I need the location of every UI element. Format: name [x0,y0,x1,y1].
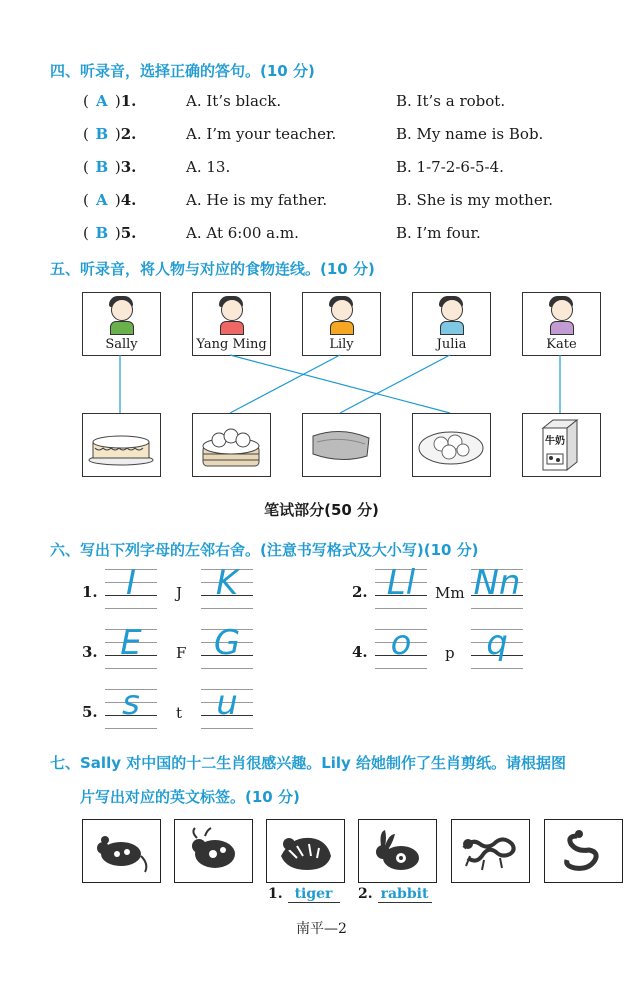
option-b-4: B. She is my mother. [396,191,553,209]
ox-icon [183,826,243,876]
label-answer-1 [268,886,340,903]
question-1: ( A )1. [83,92,137,110]
writing-box-right[interactable] [201,683,253,729]
writing-box-right[interactable] [471,563,523,609]
option-a-3: A. 13. [186,158,231,176]
question-4: ( A )4. [83,191,137,209]
written-part-heading: 笔试部分(50 分) [264,501,379,519]
section7-title: 七、Sally 对中国的十二生肖很感兴趣。Lily 给她制作了生肖剪纸。请根据图 [50,754,567,772]
item-number: 3. [82,643,98,661]
option-b-3: B. 1-7-2-6-5-4. [396,158,504,176]
zodiac-card-dragon [451,819,530,883]
option-a-2: A. I’m your teacher. [186,125,337,143]
zodiac-card-snake [544,819,623,883]
answer-5[interactable]: B [95,224,109,242]
given-letter: t [176,704,183,722]
answer-letter: E [120,623,142,663]
section5-title: 五、听录音，将人物与对应的食物连线。(10 分) [50,260,375,278]
label-number: 1. [268,886,283,902]
option-b-1: B. It’s a robot. [396,92,506,110]
section6-title: 六、写出下列字母的左邻右舍。(注意书写格式及大小写)(10 分) [50,541,479,559]
meat-icon [303,414,380,476]
person-name: Sally [105,337,138,352]
zodiac-card-ox [174,819,253,883]
question-3: ( B )3. [83,158,137,176]
label-answer-field[interactable]: rabbit [378,886,432,903]
option-a-5: A. At 6:00 a.m. [186,224,299,242]
given-letter: p [445,644,455,662]
question-number: 5. [120,224,137,242]
person-name: Yang Ming [196,337,267,352]
option-a-1: A. It’s black. [186,92,282,110]
question-number: 4. [120,191,137,209]
food-card-rice-balls[interactable] [412,413,491,477]
food-card-milk[interactable] [522,413,601,477]
answer-1[interactable]: A [96,92,108,110]
writing-box-left[interactable] [375,563,427,609]
rice-balls-icon [413,414,490,476]
zodiac-card-rat [82,819,161,883]
answer-letter: Nn [473,563,521,603]
given-letter: J [176,584,183,602]
writing-box-left[interactable] [105,563,157,609]
tiger-icon [275,826,335,876]
match-line-lily-dumplings [230,355,340,413]
option-b-5: B. I’m four. [396,224,481,242]
writing-box-left[interactable] [375,623,427,669]
dumplings-icon [193,414,270,476]
food-card-meat[interactable] [302,413,381,477]
option-a-4: A. He is my father. [186,191,328,209]
answer-letter: Ll [386,563,416,603]
answer-letter: K [215,563,239,603]
person-name: Lily [329,337,354,352]
question-number: 2. [120,125,137,143]
item-number: 1. [82,583,98,601]
answer-2[interactable]: B [95,125,109,143]
option-b-2: B. My name is Bob. [396,125,544,143]
answer-letter: o [390,623,412,663]
snake-icon [553,826,613,876]
item-number: 5. [82,703,98,721]
section4-title: 四、听录音，选择正确的答句。(10 分) [50,62,315,80]
question-number: 1. [120,92,137,110]
match-line-julia-meat [340,355,450,413]
writing-box-right[interactable] [471,623,523,669]
question-number: 3. [120,158,137,176]
label-answer-2 [358,886,432,903]
food-card-dumplings[interactable] [192,413,271,477]
answer-letter: s [122,683,140,723]
given-letter: F [176,644,187,662]
zodiac-card-tiger [266,819,345,883]
answer-letter: q [486,623,508,663]
cake-icon [83,414,160,476]
zodiac-card-rabbit [358,819,437,883]
writing-box-right[interactable] [201,563,253,609]
question-5: ( B )5. [83,224,137,242]
writing-box-right[interactable] [201,623,253,669]
writing-box-left[interactable] [105,683,157,729]
answer-3[interactable]: B [95,158,109,176]
person-name: Kate [546,337,577,352]
label-number: 2. [358,886,373,902]
rabbit-icon [367,826,427,876]
answer-letter: G [213,623,241,663]
page-footer: 南平—2 [296,921,347,937]
answer-letter: I [125,563,137,603]
dragon-icon [460,826,520,876]
person-name: Julia [436,337,467,352]
match-line-yangming-riceballs [230,355,450,413]
rat-icon [91,826,151,876]
answer-letter: u [216,683,238,723]
question-2: ( B )2. [83,125,137,143]
item-number: 2. [352,583,368,601]
writing-box-left[interactable] [105,623,157,669]
label-answer-field[interactable]: tiger [288,886,340,903]
milk-label: 牛奶 [545,436,565,447]
answer-4[interactable]: A [96,191,108,209]
given-letter: Mm [435,584,465,602]
food-card-cake[interactable] [82,413,161,477]
section7-title-line2: 片写出对应的英文标签。(10 分) [80,788,300,806]
item-number: 4. [352,643,368,661]
